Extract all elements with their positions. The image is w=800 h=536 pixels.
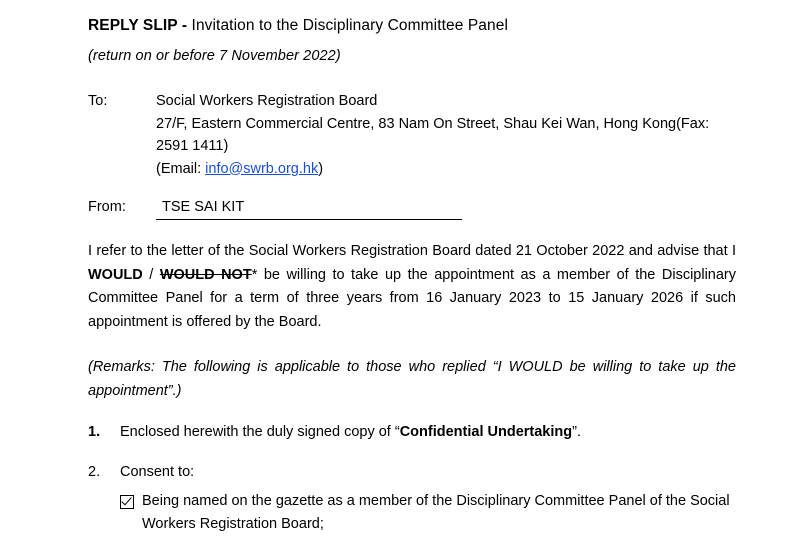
email-suffix: ) — [318, 160, 324, 177]
paragraph-part-two: * be willing to take up the appointment as a member of the Disciplinary Committee Panel for a term of three years from 16 January 2023 to 15 January 2026 if such appointment is offered by the Board. — [88, 266, 736, 330]
recipient-details — [156, 90, 736, 180]
checked-checkbox-icon[interactable] — [120, 495, 134, 509]
paragraph-part-one: I refer to the letter of the Social Workers Registration Board dated 21 October 2022 and advise that I — [88, 243, 736, 260]
return-deadline: (return on or before 7 November 2022) — [88, 48, 341, 65]
item1-bold: Confidential Undertaking — [399, 424, 573, 441]
item1-pre: Enclosed herewith the duly signed copy of “ — [120, 424, 400, 441]
recipient-row — [88, 90, 736, 180]
recipient-block — [88, 90, 736, 180]
email-prefix: (Email: — [156, 160, 206, 177]
sender-value-wrap — [156, 196, 736, 220]
sender-name-field[interactable]: TSE SAI KIT — [156, 196, 462, 220]
would-not-option[interactable]: WOULD NOT — [159, 266, 252, 283]
to-label: To: — [88, 93, 108, 110]
page-title-bold: REPLY SLIP - — [88, 17, 188, 34]
consent-option-1[interactable] — [120, 490, 736, 536]
email-link[interactable]: info@swrb.org.hk — [205, 160, 319, 177]
item1-post: ”. — [572, 424, 581, 441]
option-separator: / — [142, 266, 160, 283]
recipient-email-line — [156, 158, 736, 180]
checkbox-container[interactable] — [120, 490, 142, 514]
list-item-1 — [88, 421, 736, 444]
list-item-1-number: 1. — [88, 424, 101, 441]
remarks-note: (Remarks: The following is applicable to those who replied “I WOULD be willing to take up the appointment”.) — [88, 359, 736, 399]
page-title — [88, 16, 736, 36]
recipient-name: Social Workers Registration Board — [156, 93, 378, 110]
page-title-rest: Invitation to the Disciplinary Committee Panel — [187, 17, 508, 34]
document-content — [88, 16, 736, 536]
from-label: From: — [88, 199, 126, 216]
recipient-address: 27/F, Eastern Commercial Centre, 83 Nam On Street, Shau Kei Wan, Hong Kong(Fax: 2591 1411) — [156, 115, 710, 155]
sender-row — [88, 196, 736, 220]
would-option[interactable]: WOULD — [88, 266, 143, 283]
list-item-2-number: 2. — [88, 463, 101, 480]
list-item-2-text: Consent to: — [120, 463, 195, 480]
consent-option-1-text: Being named on the gazette as a member of the Disciplinary Committee Panel of the Social Workers Registration Board; — [142, 492, 730, 532]
list-item-2 — [88, 461, 736, 484]
main-paragraph — [88, 240, 736, 334]
list-item-1-text — [120, 421, 736, 444]
